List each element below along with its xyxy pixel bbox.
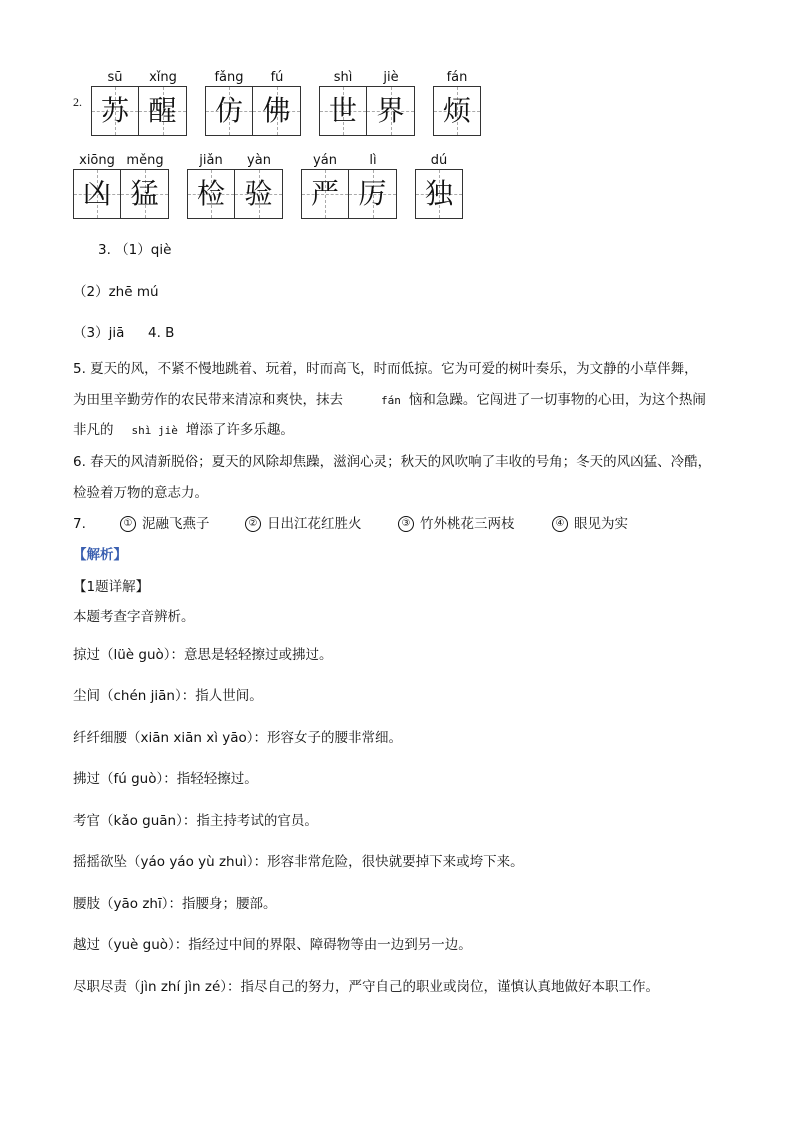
character: 凶 bbox=[82, 177, 111, 210]
pinyin-label: jiè bbox=[383, 70, 399, 85]
character-cell bbox=[301, 169, 349, 219]
q6-line-1: 6. 春天的风清新脱俗；夏天的风除却焦躁，滋润心灵；秋天的风吹响了丰收的号角；冬天的风凶猛、冷酷， bbox=[73, 454, 712, 470]
character-cell bbox=[319, 86, 367, 136]
q6-line-2: 检验着万物的意志力。 bbox=[73, 485, 208, 501]
character: 厉 bbox=[358, 177, 387, 210]
analysis-heading: 【解析】 bbox=[73, 547, 127, 563]
character: 仿 bbox=[214, 94, 243, 127]
q7-item-3 bbox=[398, 514, 515, 534]
pinyin-label: měng bbox=[126, 153, 164, 168]
analysis-entry: 掠过（lüè guò）：意思是轻轻擦过或拂过。 bbox=[73, 647, 333, 663]
character: 猛 bbox=[130, 177, 159, 210]
character-cell bbox=[187, 169, 235, 219]
analysis-entry: 尽职尽责（jìn zhí jìn zé）：指尽自己的努力，严守自己的职业或岗位，谨慎认真地做好本职工作。 bbox=[73, 979, 660, 995]
q5-line-2-text-b: 恼和急躁。它闯进了一切事物的心田，为这个热闹 bbox=[408, 392, 706, 408]
pinyin-label: jiǎn bbox=[199, 153, 223, 168]
pinyin-label: xiōng bbox=[79, 153, 115, 168]
q3-answer-1: 3. （1）qiè bbox=[98, 242, 172, 258]
character-cell bbox=[121, 169, 169, 219]
character: 验 bbox=[244, 177, 273, 210]
q5-line-2 bbox=[73, 390, 706, 411]
character: 醒 bbox=[148, 94, 177, 127]
q5-line-1: 5. 夏天的风，不紧不慢地跳着、玩着，时而高飞，时而低掠。它为可爱的树叶奏乐，为文静的小草伴舞， bbox=[73, 361, 698, 377]
analysis-entry: 纤纤细腰（xiān xiān xì yāo）：形容女子的腰非常细。 bbox=[73, 730, 403, 746]
character: 界 bbox=[376, 94, 405, 127]
pinyin-label: shì bbox=[333, 70, 353, 85]
character-cell bbox=[139, 86, 187, 136]
pinyin-label: fú bbox=[270, 70, 284, 85]
character: 检 bbox=[196, 177, 225, 210]
pinyin-label: fǎng bbox=[214, 70, 244, 85]
character: 世 bbox=[328, 94, 357, 127]
pinyin-label: sū bbox=[107, 70, 123, 85]
character: 苏 bbox=[100, 94, 129, 127]
q7-item-3-text: 竹外桃花三两枝 bbox=[420, 516, 515, 532]
analysis-entry: 尘间（chén jiān）：指人世间。 bbox=[73, 688, 263, 704]
q7-item-1-text: 泥融飞燕子 bbox=[142, 516, 210, 532]
q7-item-4-text: 眼见为实 bbox=[574, 516, 628, 532]
q5-line-3-text-b: 增添了许多乐趣。 bbox=[185, 422, 294, 438]
q7-item-2-text: 日出江花红胜火 bbox=[267, 516, 362, 532]
q5-blank-pinyin-1: fán bbox=[381, 394, 401, 407]
circled-number-1: ① bbox=[120, 516, 136, 532]
analysis-entry: 摇摇欲坠（yáo yáo yù zhuì）：形容非常危险，很快就要掉下来或垮下来。 bbox=[73, 854, 524, 870]
character: 烦 bbox=[442, 94, 471, 127]
analysis-intro: 本题考查字音辨析。 bbox=[73, 609, 195, 625]
q3-answer-3: （3）jiā bbox=[73, 325, 125, 341]
question-number-2: 2. bbox=[73, 95, 82, 109]
q7-item-1 bbox=[120, 514, 210, 534]
character-cell bbox=[349, 169, 397, 219]
analysis-subheading: 【1题详解】 bbox=[73, 579, 150, 595]
character-cell bbox=[367, 86, 415, 136]
q7-item-2 bbox=[245, 514, 362, 534]
analysis-entry: 拂过（fú guò）：指轻轻擦过。 bbox=[73, 771, 258, 787]
q7-item-4 bbox=[552, 514, 628, 534]
pinyin-label: dú bbox=[430, 153, 448, 168]
analysis-entry: 越过（yuè guò）：指经过中间的界限、障碍物等由一边到另一边。 bbox=[73, 937, 472, 953]
analysis-entry: 考官（kǎo guān）：指主持考试的官员。 bbox=[73, 813, 318, 829]
question-number-7: 7. bbox=[73, 516, 86, 532]
character: 佛 bbox=[262, 94, 291, 127]
character: 严 bbox=[310, 177, 339, 210]
character: 独 bbox=[424, 177, 453, 210]
q3-answer-2: （2）zhē mú bbox=[73, 284, 159, 300]
character-cell bbox=[73, 169, 121, 219]
pinyin-label: fán bbox=[446, 70, 468, 85]
analysis-entry: 腰肢（yāo zhī）：指腰身；腰部。 bbox=[73, 896, 277, 912]
q5-line-3-text-a: 非凡的 bbox=[73, 422, 114, 438]
character-cell bbox=[253, 86, 301, 136]
character-cell bbox=[415, 169, 463, 219]
circled-number-4: ④ bbox=[552, 516, 568, 532]
q5-blank-pinyin-2: shì jiè bbox=[131, 424, 178, 437]
q5-line-3 bbox=[73, 420, 294, 441]
character-cell bbox=[205, 86, 253, 136]
circled-number-3: ③ bbox=[398, 516, 414, 532]
character-cell bbox=[235, 169, 283, 219]
circled-number-2: ② bbox=[245, 516, 261, 532]
q4-answer: 4. B bbox=[148, 325, 175, 341]
q5-line-2-text-a: 为田里辛勤劳作的农民带来清凉和爽快，抹去 bbox=[73, 392, 343, 408]
pinyin-label: yàn bbox=[247, 153, 271, 168]
character-cell bbox=[91, 86, 139, 136]
pinyin-label: xǐng bbox=[149, 70, 177, 85]
character-cell bbox=[433, 86, 481, 136]
pinyin-label: yán bbox=[313, 153, 337, 168]
pinyin-label: lì bbox=[369, 153, 377, 168]
